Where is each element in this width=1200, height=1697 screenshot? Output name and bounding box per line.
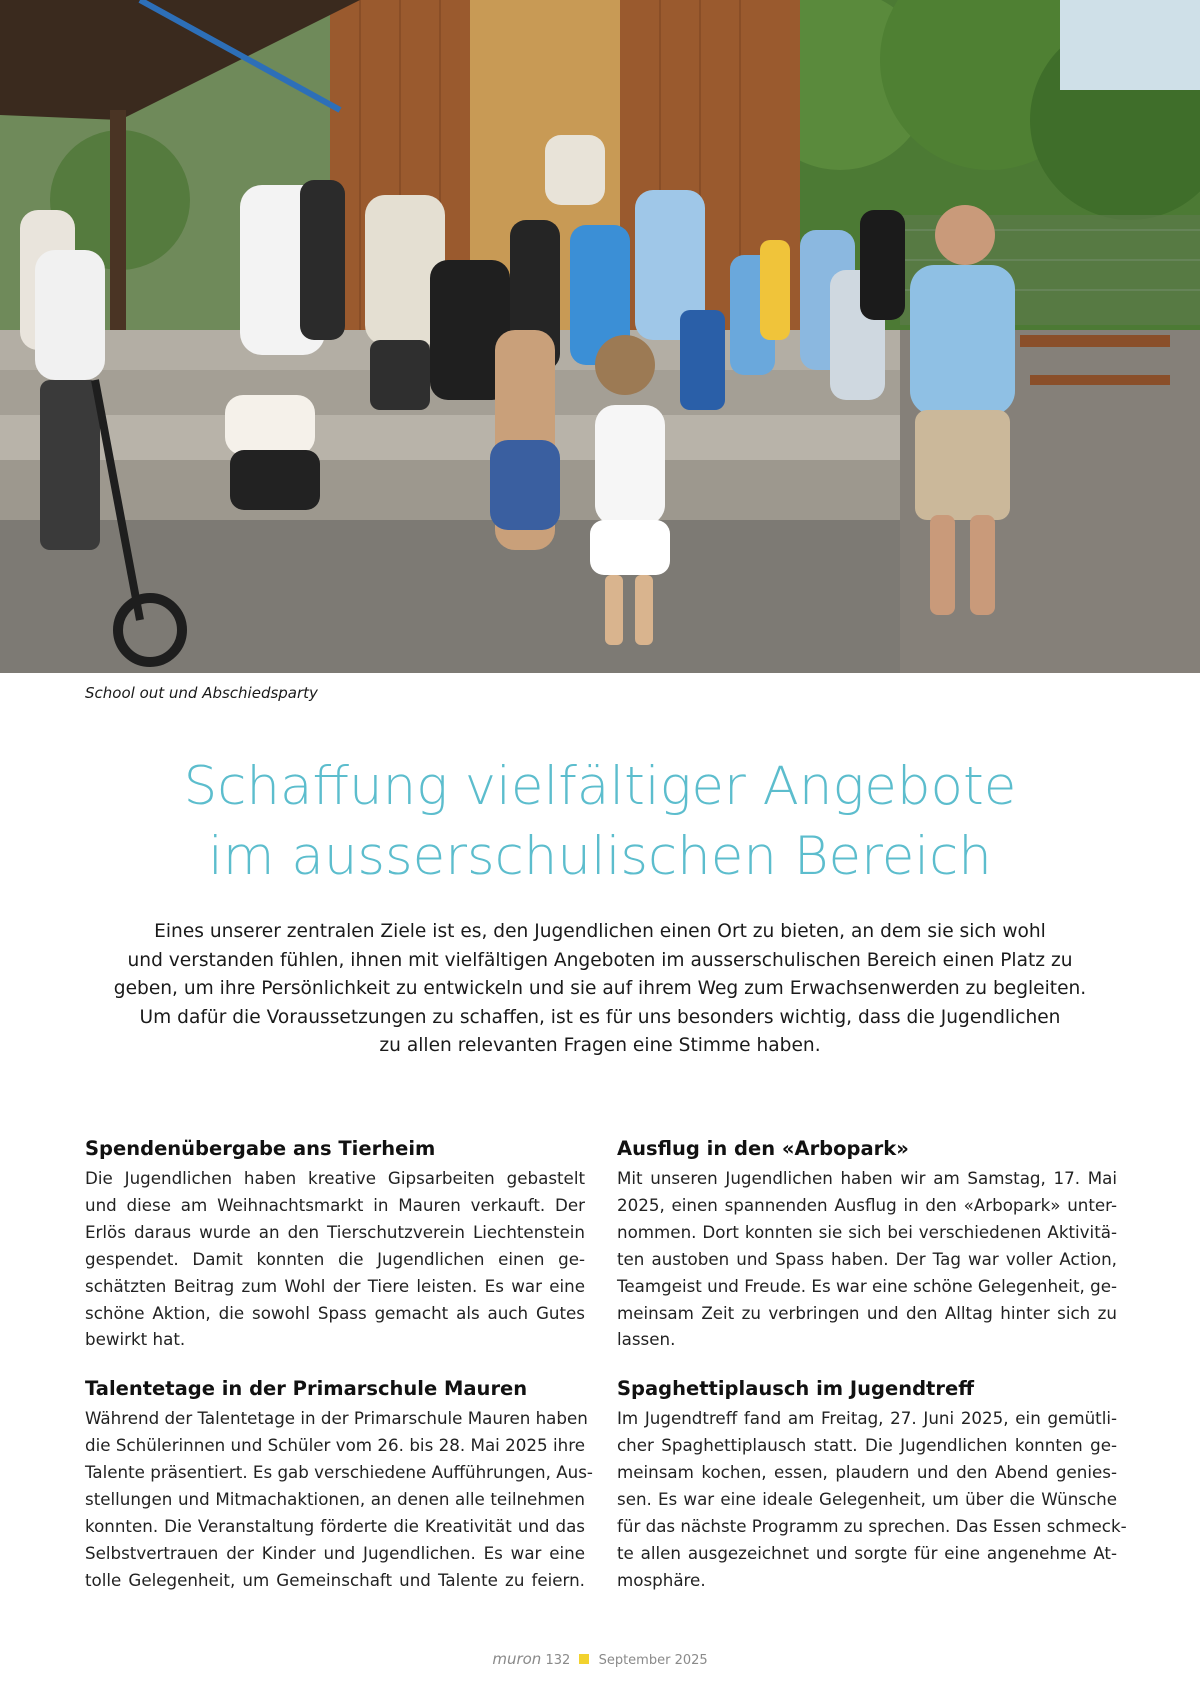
body-line: meinsam kochen, essen, plaudern und den Abend genies- bbox=[617, 1462, 1117, 1483]
section-arbopark bbox=[617, 1136, 1117, 1353]
yellow-square-icon bbox=[579, 1654, 589, 1664]
body-line: Selbstvertrauen der Kinder und Jugendlichen. Es war eine bbox=[85, 1542, 585, 1563]
body-line: Talente präsentiert. Es gab verschiedene Aufführungen, Aus- bbox=[85, 1462, 593, 1483]
intro-line: Um dafür die Voraussetzungen zu schaffen, ist es für uns besonders wichtig, dass die Jugendlichen bbox=[139, 1006, 1061, 1028]
body-line: für das nächste Programm zu sprechen. Das Essen schmeck- bbox=[617, 1515, 1127, 1536]
section-body bbox=[617, 1165, 1117, 1353]
hero-photo bbox=[0, 0, 1200, 673]
body-line: Im Jugendtreff fand am Freitag, 27. Juni 2025, ein gemütli- bbox=[617, 1408, 1117, 1429]
issue-number: 132 bbox=[545, 1653, 571, 1668]
page-title bbox=[0, 752, 1200, 892]
body-line: Die Jugendlichen haben kreative Gipsarbeiten gebastelt bbox=[85, 1168, 585, 1188]
body-line: cher Spaghettiplausch statt. Die Jugendlichen konnten ge- bbox=[617, 1435, 1117, 1456]
photo-caption: School out und Abschiedsparty bbox=[85, 684, 318, 702]
title-line: Schaffung vielfältiger Angebote bbox=[183, 756, 1017, 817]
body-line: nommen. Dort konnten sie sich bei verschiedenen Aktivitä- bbox=[617, 1221, 1117, 1242]
body-line: mosphäre. bbox=[617, 1569, 706, 1590]
body-line: Erlös daraus wurde an den Tierschutzverein Liechtenstein bbox=[85, 1221, 585, 1242]
body-line: schätzten Beitrag zum Wohl der Tiere leisten. Es war eine bbox=[85, 1275, 585, 1296]
body-line: lassen. bbox=[617, 1329, 676, 1350]
body-line: Mit unseren Jugendlichen haben wir am Samstag, 17. Mai bbox=[617, 1168, 1117, 1188]
body-line: stellungen und Mitmachaktionen, an denen alle teilnehmen bbox=[85, 1489, 585, 1510]
body-line: konnten. Die Veranstaltung förderte die Kreativität und das bbox=[85, 1515, 585, 1536]
body-line: gespendet. Damit konnten die Jugendlichen einen ge- bbox=[85, 1248, 585, 1269]
section-heading: Spendenübergabe ans Tierheim bbox=[85, 1137, 436, 1160]
body-line: meinsam Zeit zu verbringen und den Alltag hinter sich zu bbox=[617, 1302, 1117, 1323]
body-line: 2025, einen spannenden Ausflug in den «Arbopark» unter- bbox=[617, 1194, 1117, 1215]
section-spaghettiplausch bbox=[617, 1376, 1127, 1593]
body-line: tolle Gelegenheit, um Gemeinschaft und Talente zu feiern. bbox=[85, 1569, 585, 1590]
intro-line: zu allen relevanten Fragen eine Stimme haben. bbox=[379, 1035, 821, 1057]
intro-line: und verstanden fühlen, ihnen mit vielfältigen Angeboten im ausserschulischen Bereich einen Platz zu bbox=[127, 949, 1073, 971]
body-line: Teamgeist und Freude. Es war eine schöne Gelegenheit, ge- bbox=[617, 1275, 1117, 1296]
title-line: im ausserschulischen Bereich bbox=[208, 826, 992, 887]
section-heading: Spaghettiplausch im Jugendtreff bbox=[617, 1377, 974, 1401]
intro-line: Eines unserer zentralen Ziele ist es, den Jugendlichen einen Ort zu bieten, an dem sie sich wohl bbox=[154, 921, 1046, 942]
section-body bbox=[617, 1405, 1127, 1593]
right-column bbox=[617, 1136, 1127, 1617]
section-heading: Ausflug in den «Arbopark» bbox=[617, 1137, 909, 1160]
body-line: te allen ausgezeichnet und sorgte für eine angenehme At- bbox=[617, 1542, 1117, 1563]
body-line: ten austoben und Spass haben. Der Tag war voller Action, bbox=[617, 1248, 1117, 1269]
body-line: die Schülerinnen und Schüler vom 26. bis 28. Mai 2025 ihre bbox=[85, 1435, 585, 1456]
body-line: schöne Aktion, die sowohl Spass gemacht als auch Gutes bbox=[85, 1302, 585, 1323]
issue-date: September 2025 bbox=[598, 1653, 708, 1668]
section-spendenuebergabe bbox=[85, 1136, 585, 1353]
body-line: bewirkt hat. bbox=[85, 1329, 186, 1350]
magazine-brand: muron bbox=[492, 1650, 542, 1668]
section-talentetage bbox=[85, 1376, 593, 1593]
page-footer bbox=[0, 1650, 1200, 1668]
body-line: sen. Es war eine ideale Gelegenheit, um über die Wünsche bbox=[617, 1489, 1117, 1510]
group-photo-illustration bbox=[0, 0, 1200, 673]
left-column bbox=[85, 1136, 593, 1617]
intro-line: geben, um ihre Persönlichkeit zu entwickeln und sie auf ihrem Weg zum Erwachsenwerden zu begleiten. bbox=[113, 978, 1087, 1000]
section-body bbox=[85, 1405, 593, 1593]
body-line: Während der Talentetage in der Primarschule Mauren haben bbox=[85, 1408, 588, 1429]
section-heading: Talentetage in der Primarschule Mauren bbox=[85, 1377, 528, 1401]
body-line: und diese am Weihnachtsmarkt in Mauren verkauft. Der bbox=[85, 1194, 585, 1215]
section-body bbox=[85, 1165, 585, 1353]
intro-paragraph bbox=[100, 918, 1100, 1061]
